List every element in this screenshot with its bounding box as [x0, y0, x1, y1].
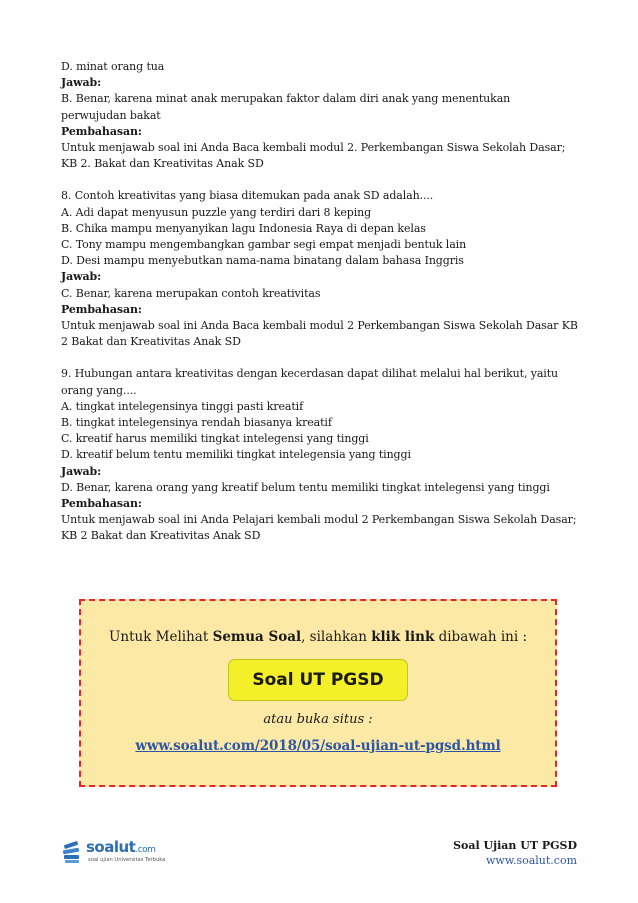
text-line: Untuk menjawab soal ini Anda Pelajari kembali modul 2 Perkembangan Siswa Sekolah Dasar; — [61, 513, 577, 527]
cta-middle: , silahkan — [301, 629, 372, 645]
footer-info — [453, 838, 577, 868]
cta-bold-click-link: klik link — [371, 629, 435, 645]
text-line: 9. Hubungan antara kreativitas dengan kecerdasan dapat dilihat melalui hal berikut, yaitu — [61, 367, 559, 381]
text-line: KB 2. Bakat dan Kreativitas Anak SD — [61, 157, 264, 171]
text-line: Untuk menjawab soal ini Anda Baca kembali modul 2 Perkembangan Siswa Sekolah Dasar KB — [61, 319, 578, 333]
logo-tagline: soal ujian Universitas Terbuka — [88, 857, 166, 863]
footer-title: Soal Ujian UT PGSD — [453, 839, 577, 852]
text-line: C. kreatif harus memiliki tingkat intelegensi yang tinggi — [61, 432, 369, 446]
section-label: Pembahasan: — [61, 302, 142, 316]
text-line: KB 2 Bakat dan Kreativitas Anak SD — [61, 529, 261, 543]
footer-site-link[interactable]: www.soalut.com — [486, 854, 577, 867]
cta-bold-all-questions: Semua Soal — [212, 629, 302, 645]
cta-url-link[interactable]: www.soalut.com/2018/05/soal-ujian-ut-pgsd.html — [135, 738, 501, 754]
paragraph-gap — [61, 172, 591, 188]
text-line: B. Benar, karena minat anak merupakan faktor dalam diri anak yang menentukan — [61, 92, 511, 106]
logo-wordmark — [86, 838, 155, 856]
cta-box — [79, 599, 557, 787]
logo-suffix: .com — [135, 845, 156, 855]
text-line: A. Adi dapat menyusun puzzle yang terdiri dari 8 keping — [61, 205, 372, 219]
text-line: B. Chika mampu menyanyikan lagu Indonesia Raya di depan kelas — [61, 221, 426, 235]
section-label: Jawab: — [61, 76, 102, 90]
soalut-logo[interactable] — [62, 838, 180, 868]
logo-word: soalut — [86, 838, 136, 856]
text-line: orang yang.... — [61, 383, 137, 397]
text-line: A. tingkat intelegensinya tinggi pasti kreatif — [61, 399, 304, 413]
section-label: Jawab: — [61, 464, 102, 478]
cta-instruction — [81, 629, 555, 645]
text-line: C. Benar, karena merupakan contoh kreativitas — [61, 286, 321, 300]
section-label: Pembahasan: — [61, 124, 142, 138]
section-label: Pembahasan: — [61, 497, 142, 511]
cta-alt-text: atau buka situs : — [263, 712, 373, 727]
text-line: 2 Bakat dan Kreativitas Anak SD — [61, 335, 241, 349]
text-line: D. kreatif belum tentu memiliki tingkat intelegensia yang tinggi — [61, 448, 411, 462]
text-line: 8. Contoh kreativitas yang biasa ditemukan pada anak SD adalah.... — [61, 189, 434, 203]
text-line: B. tingkat intelegensinya rendah biasanya kreatif — [61, 416, 332, 430]
cta-suffix: dibawah ini : — [434, 629, 527, 645]
text-line: D. Benar, karena orang yang kreatif belum tentu memiliki tingkat intelegensi yang tinggi — [61, 480, 550, 494]
document-body — [61, 59, 591, 545]
cta-prefix: Untuk Melihat — [109, 629, 213, 645]
book-stack-icon — [62, 840, 84, 864]
text-line: C. Tony mampu mengembangkan gambar segi empat menjadi bentuk lain — [61, 238, 467, 252]
section-label: Jawab: — [61, 270, 102, 284]
text-line: Untuk menjawab soal ini Anda Baca kembali modul 2. Perkembangan Siswa Sekolah Dasar; — [61, 141, 566, 155]
paragraph-gap — [61, 350, 591, 366]
text-line: D. minat orang tua — [61, 60, 165, 73]
text-line: D. Desi mampu menyebutkan nama-nama binatang dalam bahasa Inggris — [61, 254, 464, 268]
soal-ut-pgsd-button[interactable]: Soal UT PGSD — [228, 659, 408, 701]
text-line: perwujudan bakat — [61, 108, 161, 122]
